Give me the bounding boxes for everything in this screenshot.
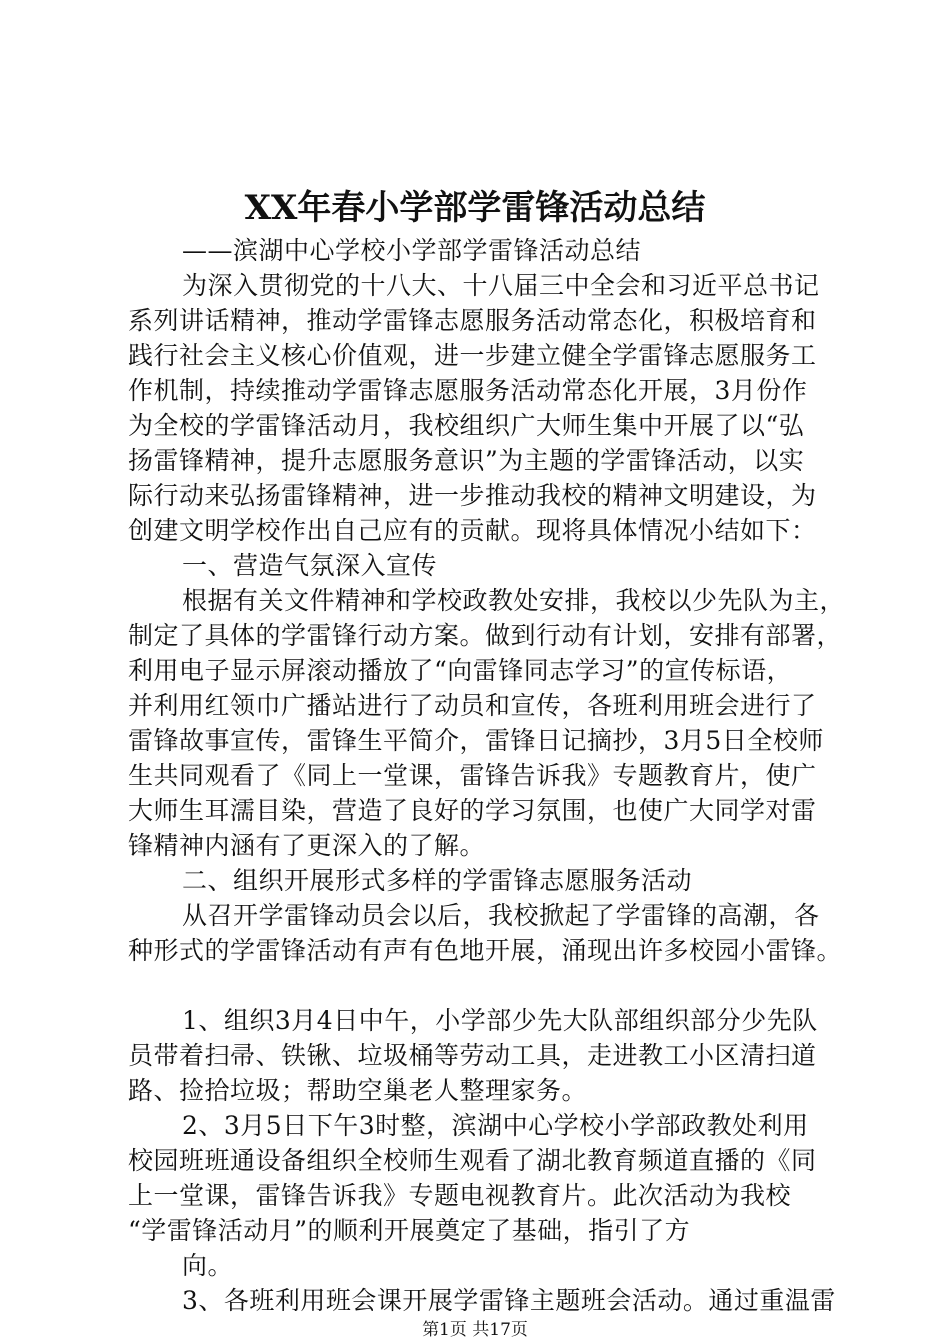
paragraph-line: 并利用红领巾广播站进行了动员和宣传，各班利用班会进行了 bbox=[128, 691, 817, 720]
paragraph-line: 校园班班通设备组织全校师生观看了湖北教育频道直播的《同 bbox=[128, 1146, 817, 1175]
paragraph-line: 2、3月5日下午3时整，滨湖中心学校小学部政教处利用 bbox=[182, 1111, 809, 1140]
paragraph-line: 3、各班利用班会课开展学雷锋主题班会活动。通过重温雷 bbox=[182, 1286, 836, 1315]
paragraph-line: 践行社会主义核心价值观，进一步建立健全学雷锋志愿服务工 bbox=[128, 341, 817, 370]
section-heading: 二、组织开展形式多样的学雷锋志愿服务活动 bbox=[182, 866, 693, 895]
subtitle: ——滨湖中心学校小学部学雷锋活动总结 bbox=[182, 236, 642, 265]
paragraph-line: 从召开学雷锋动员会以后，我校掀起了学雷锋的高潮，各 bbox=[182, 901, 820, 930]
paragraph-line: 为深入贯彻党的十八大、十八届三中全会和习近平总书记 bbox=[182, 271, 820, 300]
paragraph-line: 际行动来弘扬雷锋精神，进一步推动我校的精神文明建设，为 bbox=[128, 481, 817, 510]
paragraph-line: 根据有关文件精神和学校政教处安排，我校以少先队为主， bbox=[182, 586, 846, 615]
paragraph-line: 系列讲话精神，推动学雷锋志愿服务活动常态化，积极培育和 bbox=[128, 306, 817, 335]
paragraph-line: 大师生耳濡目染，营造了良好的学习氛围，也使广大同学对雷 bbox=[128, 796, 817, 825]
paragraph-line: 路、捡拾垃圾；帮助空巢老人整理家务。 bbox=[128, 1076, 588, 1105]
paragraph-line: 制定了具体的学雷锋行动方案。做到行动有计划，安排有部署， bbox=[128, 621, 843, 650]
paragraph-line: 创建文明学校作出自己应有的贡献。现将具体情况小结如下： bbox=[128, 516, 817, 545]
paragraph-line: 扬雷锋精神，提升志愿服务意识”为主题的学雷锋活动，以实 bbox=[128, 446, 805, 475]
document-title: XX年春小学部学雷锋活动总结 bbox=[244, 188, 706, 228]
paragraph-line: 作机制，持续推动学雷锋志愿服务活动常态化开展，3月份作 bbox=[128, 376, 808, 405]
paragraph-line: “学雷锋活动月”的顺利开展奠定了基础，指引了方 bbox=[128, 1216, 691, 1245]
paragraph-line: 锋精神内涵有了更深入的了解。 bbox=[128, 831, 486, 860]
paragraph-line: 1、组织3月4日中午，小学部少先大队部组织部分少先队 bbox=[182, 1006, 818, 1035]
paragraph-line: 上一堂课，雷锋告诉我》专题电视教育片。此次活动为我校 bbox=[128, 1181, 792, 1210]
paragraph-line: 利用电子显示屏滚动播放了“向雷锋同志学习”的宣传标语， bbox=[128, 656, 793, 685]
paragraph-line: 员带着扫帚、铁锹、垃圾桶等劳动工具，走进教工小区清扫道 bbox=[128, 1041, 817, 1070]
paragraph-line: 生共同观看了《同上一堂课，雷锋告诉我》专题教育片，使广 bbox=[128, 761, 817, 790]
paragraph-line: 为全校的学雷锋活动月，我校组织广大师生集中开展了以“弘 bbox=[128, 411, 805, 440]
paragraph-line: 种形式的学雷锋活动有声有色地开展，涌现出许多校园小雷锋。 bbox=[128, 936, 843, 965]
paragraph-line: 向。 bbox=[182, 1251, 234, 1280]
page-footer: 第1页 共17页 bbox=[422, 1320, 528, 1340]
paragraph-line: 雷锋故事宣传，雷锋生平简介，雷锋日记摘抄，3月5日全校师 bbox=[128, 726, 824, 755]
section-heading: 一、营造气氛深入宣传 bbox=[182, 551, 438, 580]
